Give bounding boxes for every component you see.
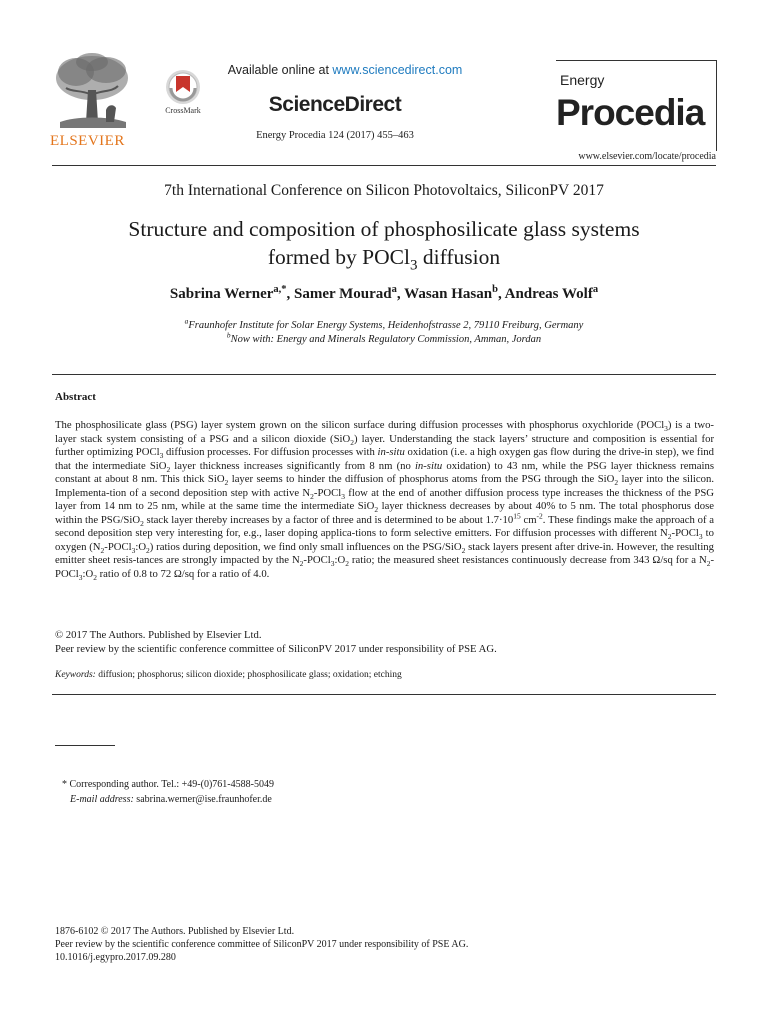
abstract-segment: oxidation) to 43 nm, while the PSG layer thickness remains constant at about 8 nm. This thick SiO: [55, 459, 714, 486]
corresponding-author: * Corresponding author. Tel.: +49-(0)761-4588-5049: [62, 779, 274, 790]
title-line-2a: formed by POCl: [267, 245, 410, 269]
email-address[interactable]: sabrina.werner@ise.fraunhofer.de: [133, 794, 272, 805]
abstract-segment: 2: [299, 559, 304, 569]
author-separator: ,: [497, 286, 505, 302]
journal-name-procedia: Procedia: [556, 92, 705, 133]
abstract-segment: ) ratios during deposition, we find only small influences on the PSG/SiO: [149, 540, 462, 553]
abstract-segment: :O: [334, 554, 346, 567]
abstract-segment: stack layers present after drive-in. However, the resulting emitter sheet resis-tances are strongly impacted by the N: [55, 540, 714, 567]
available-prefix: Available online at: [227, 63, 333, 77]
author-separator: ,: [286, 286, 295, 302]
affiliation-text: Fraunhofer Institute for Solar Energy Systems, Heidenhofstrasse 2, 79110 Freiburg, Germany: [188, 320, 584, 331]
abstract-segment: diffusion processes. For diffusion processes with: [163, 446, 378, 459]
abstract-segment: 2: [345, 559, 349, 569]
author-list: [0, 286, 768, 303]
journal-url[interactable]: www.elsevier.com/locate/procedia: [578, 151, 716, 162]
abstract-segment: -POCl: [313, 486, 342, 499]
abstract-segment: cm: [520, 513, 537, 526]
publisher-name: ELSEVIER: [50, 133, 125, 149]
abstract-segment: in-situ: [414, 459, 443, 472]
author-affil-mark: a: [592, 284, 599, 295]
abstract-segment: -2: [536, 511, 543, 521]
abstract-segment: 3: [341, 491, 345, 501]
doi-line[interactable]: 10.1016/j.egypro.2017.09.280: [55, 952, 176, 963]
abstract-segment: layer into the silicon. Implementa-tion of a second deposition step with active N: [55, 473, 714, 499]
abstract-segment: 3: [78, 573, 83, 583]
abstract-segment: ratio of 0.8 to 72 Ω/sq for a ratio of 4.0.: [96, 568, 270, 581]
abstract-segment: 15: [513, 511, 521, 521]
abstract-segment: stack layer thereby increases by a factor of three and is determined to be about 1.7·10: [143, 513, 514, 526]
abstract-segment: oxidation (i.e. a high oxygen gas flow during the drive-in step), we find that the intermediate SiO: [55, 446, 714, 472]
abstract-segment: 2: [374, 505, 379, 515]
abstract-segment: to oxygen (N: [55, 527, 714, 553]
abstract-segment: layer thickness decreases by about 40% to 5 nm. The total phosphorus dose within the PSG/SiO: [55, 500, 714, 526]
keywords-list: diffusion; phosphorus; silicon dioxide; phosphosilicate glass; oxidation; etching: [95, 670, 402, 680]
abstract-segment: layer thickness increases significantly from 8 nm (no: [170, 459, 415, 472]
author-separator: ,: [396, 286, 405, 302]
abstract-segment: 2: [140, 518, 144, 528]
paper-title: [0, 215, 768, 274]
conference-name: 7th International Conference on Silicon Photovoltaics, SiliconPV 2017: [164, 182, 604, 199]
author-name: Sabrina Werner: [169, 286, 274, 302]
title-subscript: 3: [409, 257, 418, 274]
abstract-segment: in-situ: [377, 446, 405, 459]
abstract-segment: 2: [100, 546, 105, 556]
abstract-segment: 2: [310, 491, 314, 501]
journal-citation: Energy Procedia 124 (2017) 455–463: [256, 130, 414, 141]
copyright-notice: © 2017 The Authors. Published by Elsevier Ltd.: [55, 629, 262, 641]
journal-name-energy: Energy: [560, 72, 605, 88]
affiliation-text: Now with: Energy and Minerals Regulatory Commission, Amman, Jordan: [230, 334, 542, 345]
abstract-heading: Abstract: [55, 391, 96, 403]
footnote-divider: [55, 745, 115, 746]
abstract-segment: 3: [698, 532, 703, 542]
abstract-segment: 3: [159, 451, 164, 461]
sciencedirect-link[interactable]: www.sciencedirect.com: [332, 63, 463, 77]
abstract-segment: 2: [166, 464, 171, 474]
abstract-segment: 2: [146, 546, 150, 556]
abstract-segment: . These findings make the approach of a second deposition step very interesting for, e.g., laser doping applica-tions to form selective emitters. For diffusion processes with different N: [55, 513, 715, 540]
abstract-segment: -POCl: [671, 527, 699, 540]
author-affil-mark: a: [391, 284, 397, 295]
abstract-segment: :O: [135, 540, 147, 553]
author-name: Andreas Wolf: [504, 286, 593, 302]
email-line: [70, 794, 272, 805]
abstract-segment: 2: [614, 478, 619, 488]
abstract-segment: 2: [706, 559, 711, 569]
keywords-label: Keywords:: [55, 670, 96, 680]
email-label: E-mail address:: [70, 794, 134, 805]
abstract-segment: 2: [224, 478, 229, 488]
crossmark-label: CrossMark: [165, 106, 201, 115]
abstract-segment: 3: [664, 424, 668, 434]
author-name: Wasan Hasan: [404, 286, 493, 302]
abstract-body: [55, 419, 714, 582]
abstract-segment: :O: [82, 568, 94, 581]
affiliation: [0, 330, 768, 345]
abstract-segment: -POCl: [303, 554, 331, 567]
header-divider: [52, 165, 716, 166]
abstract-segment: layer seems to hinder the diffusion of phosphorus atoms from the PSG through the SiO: [228, 473, 615, 486]
abstract-segment: 3: [131, 546, 136, 556]
affiliation-mark: b: [226, 330, 231, 340]
author-name: Samer Mourad: [294, 286, 392, 302]
abstract-segment: ) layer. Understanding the stack layers’ structure and composition is essential for further optimizing POCl: [55, 432, 714, 459]
abstract-segment: ) is a two-layer stack system consisting of a PSG and a silicon dioxide (SiO: [55, 419, 714, 445]
footer-peer-review: Peer review by the scientific conference committee of SiliconPV 2017 under responsibility of PSE AG.: [55, 939, 469, 950]
title-line-1: Structure and composition of phosphosilicate glass systems: [128, 217, 640, 241]
abstract-bottom-divider: [52, 694, 716, 695]
author-affil-mark: b: [492, 284, 498, 295]
abstract-segment: -POCl: [55, 554, 714, 581]
abstract-segment: 2: [350, 437, 354, 447]
abstract-segment: -POCl: [104, 540, 132, 553]
affiliation: [0, 316, 768, 331]
abstract-segment: The phosphosilicate glass (PSG) layer system grown on the silicon surface during diffusion processes with phosphorus oxychloride (POCl: [55, 419, 665, 431]
abstract-segment: 2: [93, 573, 97, 583]
issn-line: 1876-6102 © 2017 The Authors. Published by Elsevier Ltd.: [55, 926, 295, 937]
title-line-2b: diffusion: [417, 245, 501, 269]
peer-review-notice: Peer review by the scientific conference committee of SiliconPV 2017 under responsibility of PSE AG.: [55, 643, 497, 655]
keywords: [55, 670, 402, 680]
author-affil-mark: a,*: [273, 284, 287, 295]
abstract-segment: ratio; the measured sheet resistances continuously decrease from 343 Ω/sq for a N: [348, 554, 707, 567]
affiliation-mark: a: [184, 316, 189, 326]
abstract-segment: flow at the end of another diffusion process type increases the thickness of the PSG layer from 14 nm to 25 nm, while at the same time the intermediate SiO: [55, 486, 715, 513]
abstract-segment: 2: [461, 546, 466, 556]
abstract-top-divider: [52, 374, 716, 375]
abstract-segment: 3: [330, 559, 335, 569]
platform-name: ScienceDirect: [268, 93, 402, 116]
abstract-segment: 2: [667, 532, 672, 542]
